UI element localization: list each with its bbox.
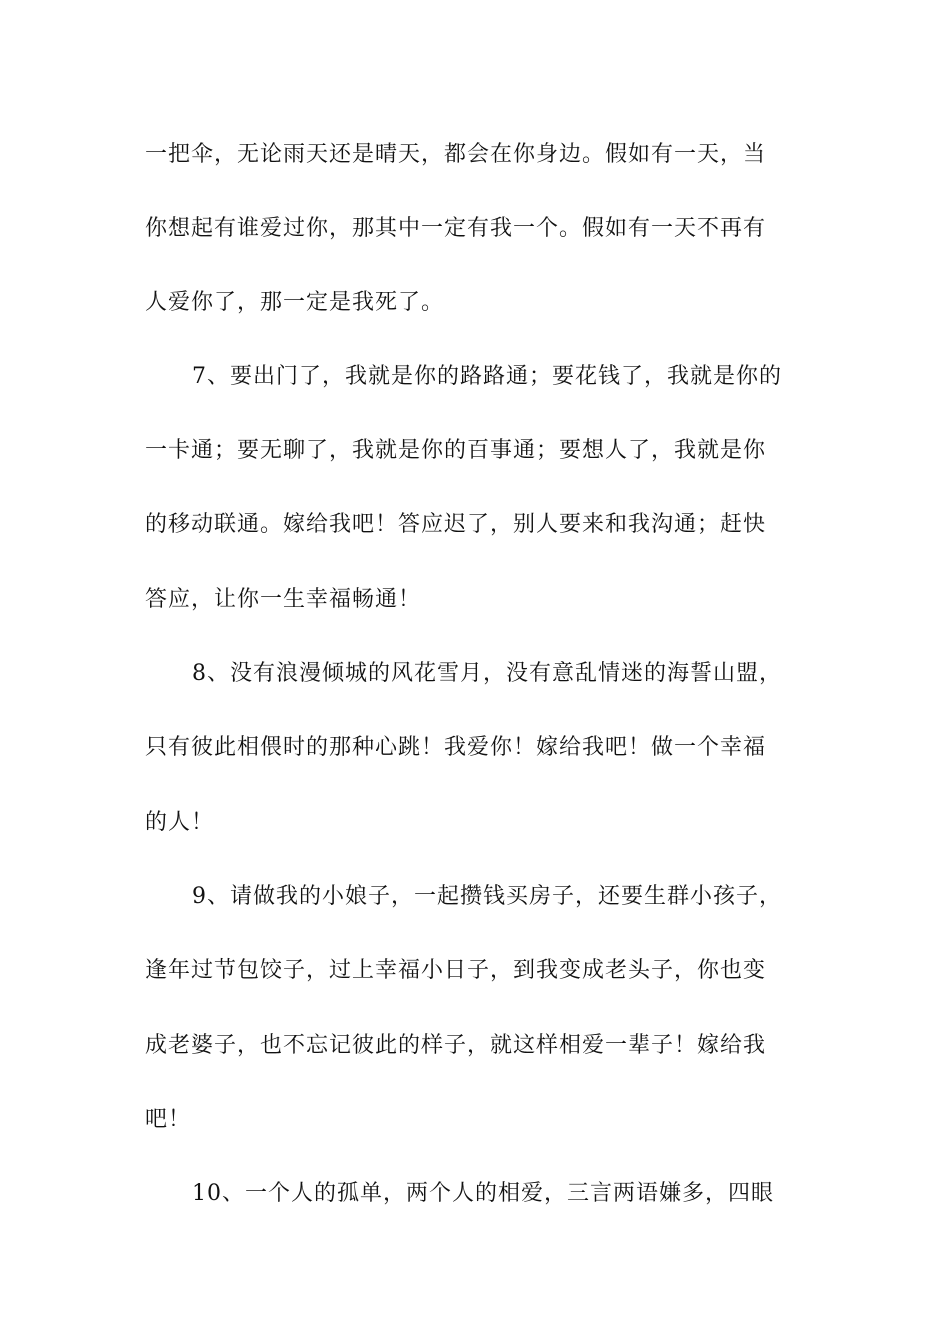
- text-line: 9、请做我的小娘子，一起攒钱买房子，还要生群小孩子，: [192, 884, 782, 909]
- text-line: 7、要出门了，我就是你的路路通；要花钱了，我就是你的: [192, 364, 782, 389]
- text-line: 吧！: [145, 1107, 192, 1132]
- text-line: 成老婆子，也不忘记彼此的样子，就这样相爱一辈子！嫁给我: [145, 1033, 767, 1058]
- text-line: 的移动联通。嫁给我吧！答应迟了，别人要来和我沟通；赶快: [145, 512, 767, 537]
- text-line: 一卡通；要无聊了，我就是你的百事通；要想人了，我就是你: [145, 438, 767, 463]
- text-line: 一把伞，无论雨天还是晴天，都会在你身边。假如有一天，当: [145, 142, 767, 167]
- text-line: 只有彼此相偎时的那种心跳！我爱你！嫁给我吧！做一个幸福: [145, 735, 767, 760]
- text-line: 的人！: [145, 810, 215, 835]
- text-line: 10、一个人的孤单，两个人的相爱，三言两语嫌多，四眼: [192, 1181, 774, 1206]
- text-line: 逢年过节包饺子，过上幸福小日子，到我变成老头子，你也变: [145, 958, 767, 983]
- text-line: 你想起有谁爱过你，那其中一定有我一个。假如有一天不再有: [145, 216, 767, 241]
- text-line: 人爱你了，那一定是我死了。: [145, 290, 445, 315]
- text-line: 答应，让你一生幸福畅通！: [145, 587, 422, 612]
- text-line: 8、没有浪漫倾城的风花雪月，没有意乱情迷的海誓山盟，: [192, 661, 782, 686]
